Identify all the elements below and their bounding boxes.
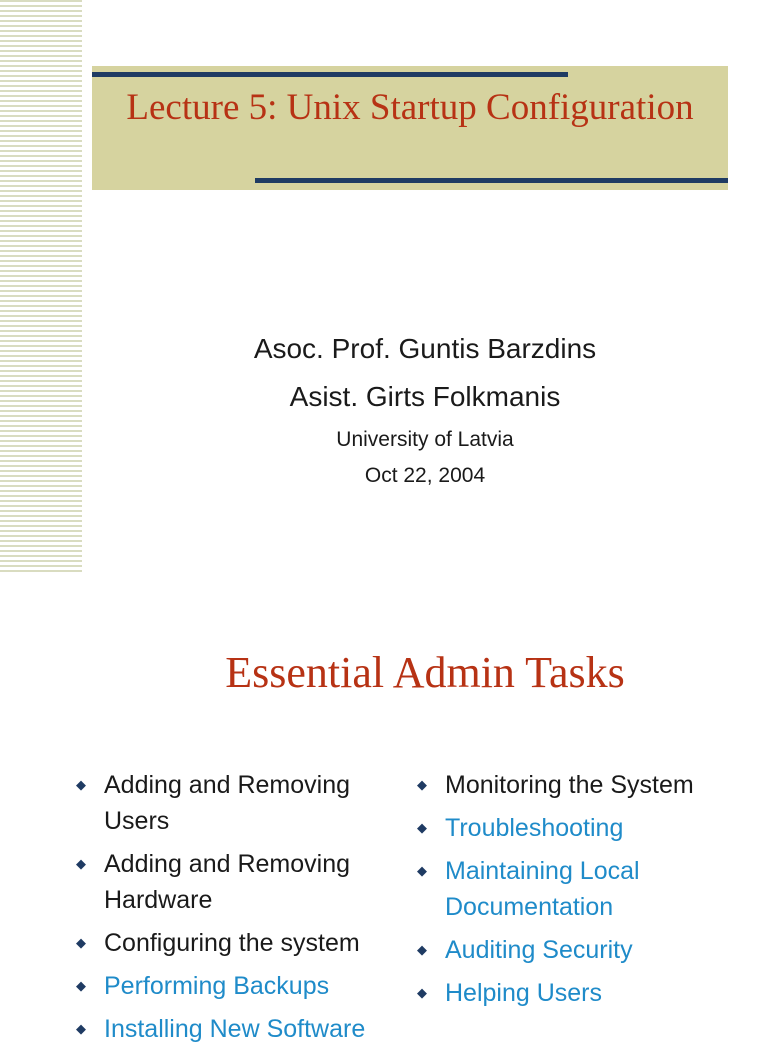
section-title: Essential Admin Tasks — [225, 648, 625, 697]
author-primary: Asoc. Prof. Guntis Barzdins — [253, 333, 597, 364]
institution: University of Latvia — [336, 428, 514, 451]
diamond-bullet-icon: ◆ — [76, 777, 86, 792]
list-item — [76, 925, 376, 961]
list-item-label[interactable]: Performing Backups — [104, 972, 330, 1000]
list-item-link[interactable] — [417, 810, 747, 846]
slide-title: Lecture 5: Unix Startup Configuration — [126, 87, 694, 128]
list-item-label: Monitoring the System — [445, 771, 694, 799]
decorative-stripes — [0, 0, 82, 572]
diamond-bullet-icon: ◆ — [417, 777, 427, 792]
list-item-label[interactable]: Auditing Security — [445, 936, 633, 964]
diamond-bullet-icon: ◆ — [417, 863, 427, 878]
list-item-label[interactable]: Installing New Software — [104, 1015, 366, 1043]
tasks-list-right — [417, 767, 747, 1018]
list-item-label[interactable]: Helping Users — [445, 979, 603, 1007]
diamond-bullet-icon: ◆ — [417, 942, 427, 957]
diamond-bullet-icon: ◆ — [417, 985, 427, 1000]
diamond-bullet-icon: ◆ — [76, 856, 86, 871]
list-item — [76, 846, 376, 918]
diamond-bullet-icon: ◆ — [76, 978, 86, 993]
list-item-link[interactable] — [417, 975, 747, 1011]
title-bar-bottom — [255, 178, 728, 183]
title-bar-top — [92, 72, 568, 77]
list-item-link[interactable] — [76, 1011, 376, 1047]
list-item — [76, 767, 376, 839]
list-item-label: Configuring the system — [104, 929, 360, 957]
list-item-link[interactable] — [417, 853, 747, 925]
list-item-label: Adding and Removing Hardware — [104, 850, 350, 914]
tasks-list-left — [76, 767, 376, 1054]
list-item-label: Adding and Removing Users — [104, 771, 350, 835]
author-secondary: Asist. Girts Folkmanis — [289, 381, 561, 412]
diamond-bullet-icon: ◆ — [76, 1021, 86, 1036]
date: Oct 22, 2004 — [364, 464, 486, 487]
list-item — [417, 767, 747, 803]
list-item-label[interactable]: Troubleshooting — [445, 814, 624, 842]
list-item-link[interactable] — [417, 932, 747, 968]
diamond-bullet-icon: ◆ — [417, 820, 427, 835]
list-item-link[interactable] — [76, 968, 376, 1004]
list-item-label[interactable]: Maintaining Local Documentation — [445, 857, 640, 921]
diamond-bullet-icon: ◆ — [76, 935, 86, 950]
